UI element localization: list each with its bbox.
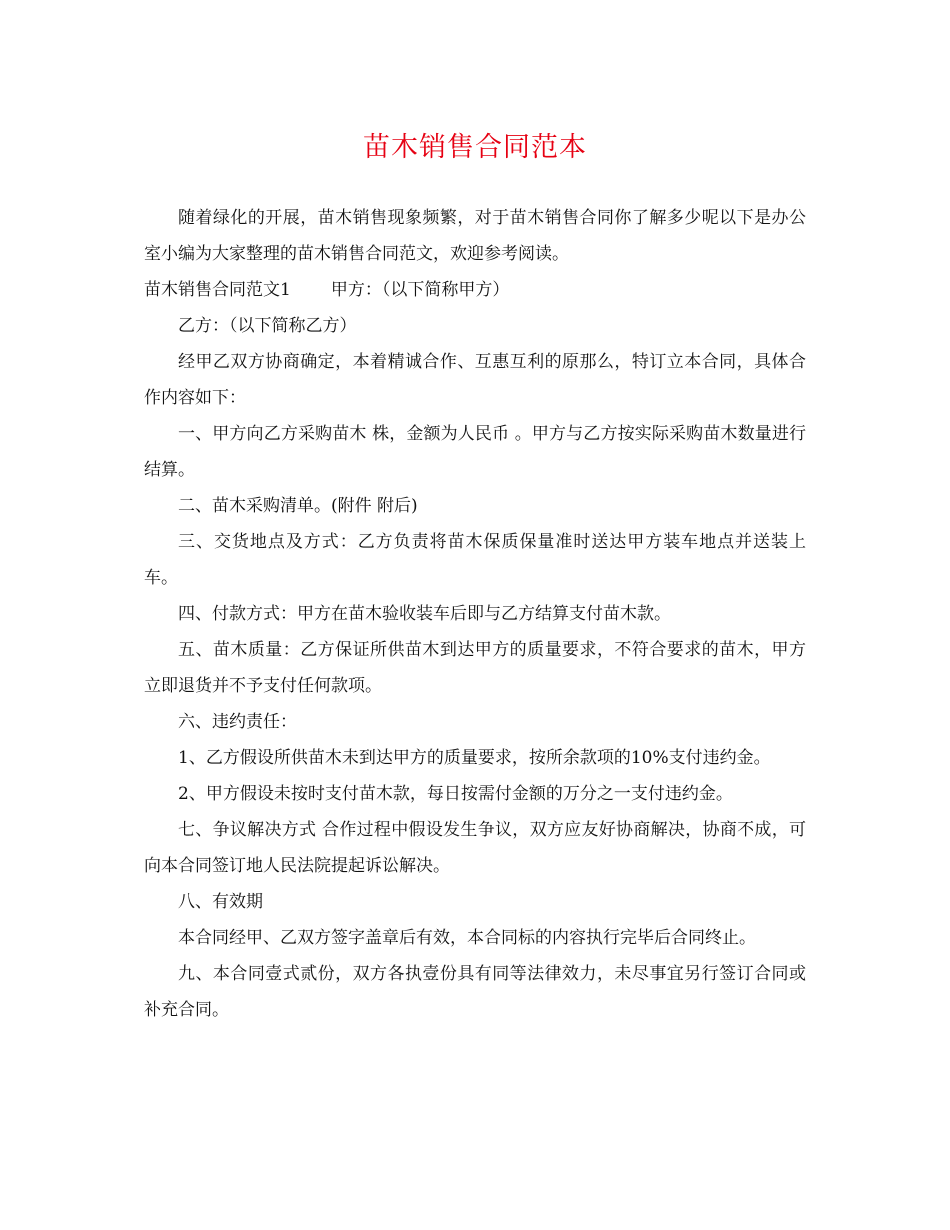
clause-9: 九、本合同壹式贰份，双方各执壹份具有同等法律效力，未尽事宜另行签订合同或补充合同。	[144, 964, 806, 1020]
intro-paragraph: 随着绿化的开展，苗木销售现象频繁，对于苗木销售合同你了解多少呢以下是办公室小编为大家整理的苗木销售合同范文，欢迎参考阅读。	[144, 208, 806, 264]
sample-label: 苗木销售合同范文1	[144, 280, 291, 300]
clause-2: 二、苗木采购清单。(附件 附后)	[178, 496, 418, 516]
clause-1: 一、甲方向乙方采购苗木 株，金额为人民币 。甲方与乙方按实际采购苗木数量进行结算。	[144, 424, 806, 480]
clause-3: 三、交货地点及方式：乙方负责将苗木保质保量准时送达甲方装车地点并送装上车。	[144, 532, 806, 588]
clause-8-body: 本合同经甲、乙双方签字盖章后有效，本合同标的内容执行完毕后合同终止。	[178, 928, 756, 948]
sample-heading-line	[144, 272, 806, 308]
clause-6-1: 1、乙方假设所供苗木未到达甲方的质量要求，按所余款项的10%支付违约金。	[178, 748, 771, 768]
clause-6-2: 2、甲方假设未按时支付苗木款，每日按需付金额的万分之一支付违约金。	[178, 784, 733, 804]
party-b-line: 乙方：（以下简称乙方）	[178, 316, 357, 336]
preamble-paragraph: 经甲乙双方协商确定，本着精诚合作、互惠互利的原那么，特订立本合同，具体合作内容如下：	[144, 352, 806, 408]
clause-7: 七、争议解决方式 合作过程中假设发生争议，双方应友好协商解决，协商不成，可向本合同签订地人民法院提起诉讼解决。	[144, 820, 806, 876]
clause-6: 六、违约责任：	[178, 712, 297, 732]
party-a-line: 甲方：（以下简称甲方）	[330, 280, 510, 300]
document-body	[144, 200, 806, 1028]
clause-5: 五、苗木质量：乙方保证所供苗木到达甲方的质量要求，不符合要求的苗木，甲方立即退货并不予支付任何款项。	[144, 640, 806, 696]
document-title: 苗木销售合同范本	[363, 132, 587, 163]
clause-8: 八、有效期	[178, 892, 263, 912]
clause-4: 四、付款方式：甲方在苗木验收装车后即与乙方结算支付苗木款。	[178, 604, 671, 624]
